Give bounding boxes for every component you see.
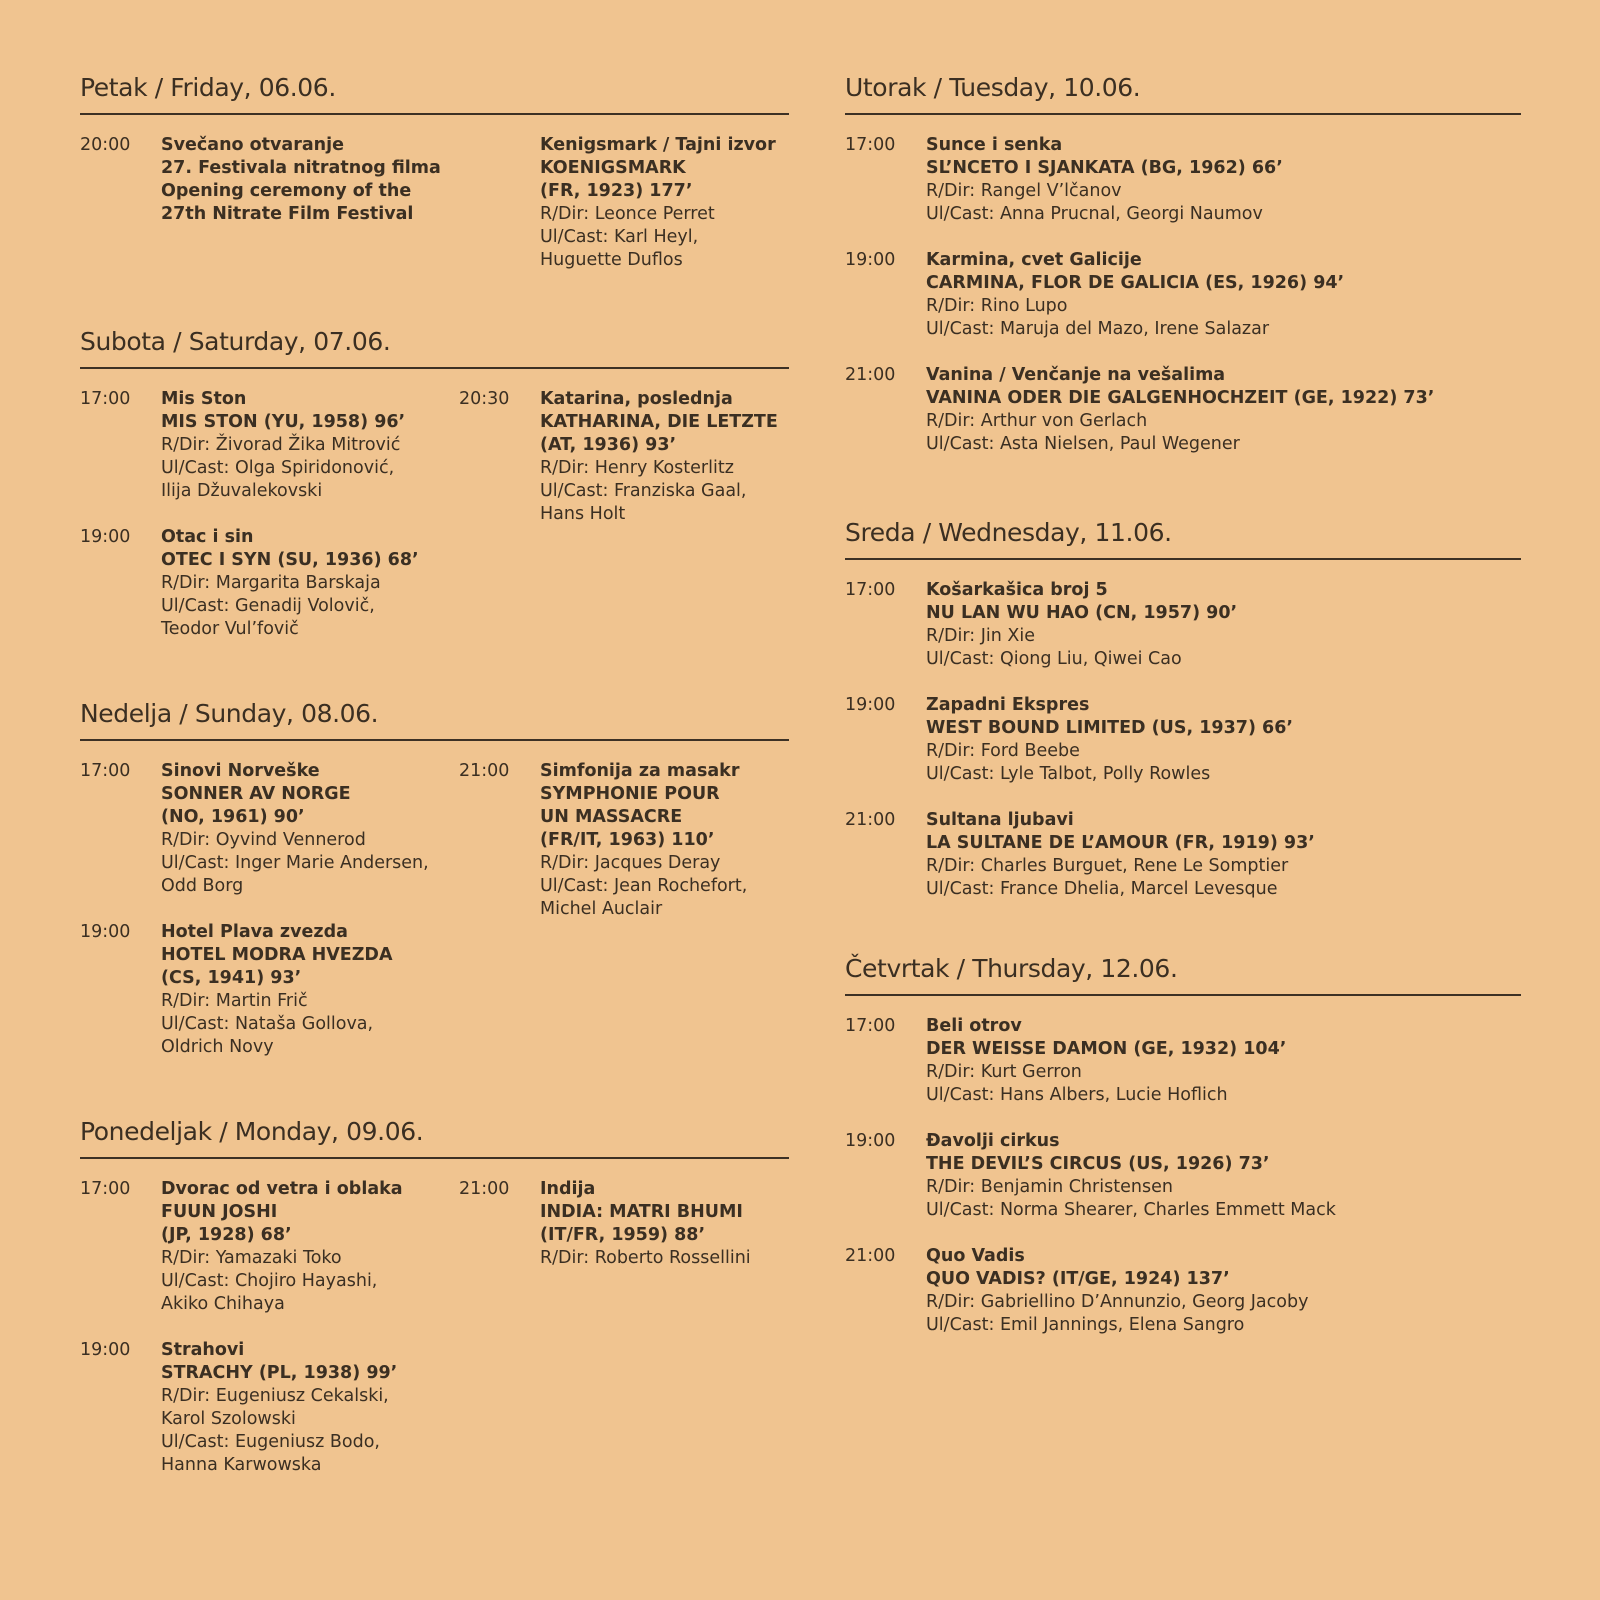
event-original-title: QUO VADIS? (IT/GE, 1924) 137’ — [926, 1269, 1230, 1289]
event-original-title: VANINA ODER DIE GALGENHOCHZEIT (GE, 1922) 73’ — [926, 388, 1435, 408]
event-director: R/Dir: Rangel V’lčanov — [926, 181, 1122, 201]
event-time: 17:00 — [845, 135, 896, 155]
day-title-monday: Ponedeljak / Monday, 09.06. — [80, 1117, 424, 1146]
event-director: R/Dir: Gabriellino D’Annunzio, Georg Jacoby — [926, 1292, 1309, 1312]
day-divider — [845, 558, 1521, 560]
day-title-saturday: Subota / Saturday, 07.06. — [80, 327, 391, 356]
event-local-title: Kenigsmark / Tajni izvor — [540, 135, 776, 155]
event-time: 21:00 — [845, 1246, 896, 1266]
day-divider — [80, 113, 789, 115]
event-director: R/Dir: Ford Beebe — [926, 741, 1080, 761]
event-cast: Ul/Cast: Genadij Volovič, — [161, 596, 375, 616]
event-subtitle: 27. Festivala nitratnog filma — [161, 158, 441, 178]
event-details — [926, 1245, 1308, 1337]
event-director: R/Dir: Jacques Deray — [540, 853, 721, 873]
event-details — [926, 1130, 1336, 1222]
event-original-title: HOTEL MODRA HVEZDA — [161, 945, 393, 965]
event-local-title: Otac i sin — [161, 527, 254, 547]
event-cast: Teodor Vul’fovič — [161, 619, 299, 639]
event-cast: Hans Holt — [540, 504, 626, 524]
event-director: R/Dir: Margarita Barskaja — [161, 573, 381, 593]
event-local-title: Quo Vadis — [926, 1246, 1025, 1266]
event-original-title: KOENIGSMARK — [540, 158, 686, 178]
event-time: 19:00 — [845, 1131, 896, 1151]
event-director: R/Dir: Henry Kosterlitz — [540, 458, 734, 478]
event-local-title: Svečano otvaranje — [161, 135, 345, 155]
event-original-title: SONNER AV NORGE — [161, 784, 351, 804]
event-cast: Ul/Cast: Hans Albers, Lucie Hoflich — [926, 1085, 1228, 1105]
day-title-wednesday: Sreda / Wednesday, 11.06. — [845, 518, 1172, 547]
event-original-title: OTEC I SYN (SU, 1936) 68’ — [161, 550, 419, 570]
event-local-title: Sultana ljubavi — [926, 810, 1074, 830]
event-director: R/Dir: Leonce Perret — [540, 204, 715, 224]
event-director: R/Dir: Arthur von Gerlach — [926, 411, 1148, 431]
event-details — [926, 364, 1434, 456]
day-title-sunday: Nedelja / Sunday, 08.06. — [80, 699, 379, 728]
event-year-runtime: (CS, 1941) 93’ — [161, 968, 302, 988]
event-cast: Hanna Karwowska — [161, 1455, 322, 1475]
event-original-title: SL’NCETO I SJANKATA (BG, 1962) 66’ — [926, 158, 1283, 178]
event-details — [926, 134, 1283, 226]
event-year-runtime: (IT/FR, 1959) 88’ — [540, 1225, 706, 1245]
event-original-title: MIS STON (YU, 1958) 96’ — [161, 412, 406, 432]
event-details — [926, 579, 1237, 671]
event-details — [540, 760, 747, 921]
day-wednesday — [845, 516, 1521, 560]
event-details — [161, 1178, 403, 1316]
event-original-title: DER WEISSE DAMON (GE, 1932) 104’ — [926, 1039, 1287, 1059]
event-details — [161, 921, 393, 1059]
event-cast: Huguette Duflos — [540, 250, 683, 270]
event-details — [540, 1178, 751, 1270]
event-cast: Ul/Cast: France Dhelia, Marcel Levesque — [926, 879, 1278, 899]
event-local-title: Katarina, poslednja — [540, 389, 733, 409]
event-local-title: Zapadni Ekspres — [926, 695, 1090, 715]
day-title-tuesday: Utorak / Tuesday, 10.06. — [845, 73, 1141, 102]
event-cast: Ilija Džuvalekovski — [161, 481, 323, 501]
event-local-title: Košarkašica broj 5 — [926, 580, 1108, 600]
event-original-title: LA SULTANE DE L’AMOUR (FR, 1919) 93’ — [926, 833, 1315, 853]
event-cast: Odd Borg — [161, 876, 244, 896]
day-divider — [845, 113, 1521, 115]
event-original-title: KATHARINA, DIE LETZTE — [540, 412, 778, 432]
event-year-runtime: (JP, 1928) 68’ — [161, 1225, 292, 1245]
event-local-title: Beli otrov — [926, 1016, 1022, 1036]
event-details — [540, 388, 778, 526]
day-friday — [80, 71, 789, 115]
event-original-title: THE DEVIL’S CIRCUS (US, 1926) 73’ — [926, 1154, 1270, 1174]
event-cast: Ul/Cast: Norma Shearer, Charles Emmett Mack — [926, 1200, 1336, 1220]
event-cast: Ul/Cast: Lyle Talbot, Polly Rowles — [926, 764, 1211, 784]
event-director: R/Dir: Živorad Žika Mitrović — [161, 435, 401, 455]
event-subtitle: Opening ceremony of the — [161, 181, 412, 201]
event-time: 21:00 — [459, 1179, 510, 1199]
event-time: 19:00 — [845, 250, 896, 270]
day-thursday — [845, 952, 1521, 996]
event-original-title: FUUN JOSHI — [161, 1202, 278, 1222]
event-time: 21:00 — [459, 761, 510, 781]
event-details — [540, 134, 776, 272]
event-details — [926, 249, 1344, 341]
event-local-title: Simfonija za masakr — [540, 761, 740, 781]
event-time: 17:00 — [80, 1179, 131, 1199]
event-cast: Ul/Cast: Maruja del Mazo, Irene Salazar — [926, 319, 1270, 339]
event-details — [926, 809, 1315, 901]
event-director: R/Dir: Benjamin Christensen — [926, 1177, 1173, 1197]
day-tuesday — [845, 71, 1521, 115]
event-original-title: STRACHY (PL, 1938) 99’ — [161, 1363, 398, 1383]
event-year-runtime: (AT, 1936) 93’ — [540, 435, 677, 455]
event-details — [926, 694, 1293, 786]
event-cast: Ul/Cast: Karl Heyl, — [540, 227, 699, 247]
event-local-title: Hotel Plava zvezda — [161, 922, 348, 942]
event-cast: Ul/Cast: Eugeniusz Bodo, — [161, 1432, 380, 1452]
day-title-friday: Petak / Friday, 06.06. — [80, 73, 336, 102]
event-cast: Oldrich Novy — [161, 1037, 274, 1057]
event-director: R/Dir: Eugeniusz Cekalski, — [161, 1386, 389, 1406]
event-local-title: Strahovi — [161, 1340, 245, 1360]
event-local-title: Karmina, cvet Galicije — [926, 250, 1142, 270]
event-local-title: Mis Ston — [161, 389, 247, 409]
event-cast: Michel Auclair — [540, 899, 663, 919]
event-cast: Ul/Cast: Chojiro Hayashi, — [161, 1271, 378, 1291]
event-cast: Ul/Cast: Nataša Gollova, — [161, 1014, 374, 1034]
day-divider — [845, 994, 1521, 996]
event-time: 19:00 — [845, 695, 896, 715]
day-divider — [80, 739, 789, 741]
event-original-title: SYMPHONIE POUR — [540, 784, 720, 804]
event-original-title: CARMINA, FLOR DE GALICIA (ES, 1926) 94’ — [926, 273, 1345, 293]
event-year-runtime: (FR, 1923) 177’ — [540, 181, 693, 201]
event-time: 19:00 — [80, 1340, 131, 1360]
event-cast: Ul/Cast: Inger Marie Andersen, — [161, 853, 429, 873]
event-details — [161, 760, 429, 898]
event-cast: Ul/Cast: Asta Nielsen, Paul Wegener — [926, 434, 1240, 454]
event-local-title: Sunce i senka — [926, 135, 1063, 155]
event-details — [161, 134, 441, 226]
event-cast: Akiko Chihaya — [161, 1294, 285, 1314]
day-monday — [80, 1115, 789, 1159]
day-sunday — [80, 697, 789, 741]
event-year-runtime: (FR/IT, 1963) 110’ — [540, 830, 715, 850]
event-director: R/Dir: Martin Frič — [161, 991, 308, 1011]
event-details — [161, 388, 405, 503]
event-director: Karol Szolowski — [161, 1409, 296, 1429]
event-time: 17:00 — [845, 580, 896, 600]
event-original-title: WEST BOUND LIMITED (US, 1937) 66’ — [926, 718, 1294, 738]
day-saturday — [80, 325, 789, 369]
event-time: 20:30 — [459, 389, 510, 409]
event-director: R/Dir: Jin Xie — [926, 626, 1036, 646]
day-divider — [80, 1157, 789, 1159]
event-original-title: UN MASSACRE — [540, 807, 683, 827]
event-local-title: Dvorac od vetra i oblaka — [161, 1179, 403, 1199]
event-details — [161, 1339, 397, 1477]
event-cast: Ul/Cast: Emil Jannings, Elena Sangro — [926, 1315, 1245, 1335]
event-time: 17:00 — [80, 389, 131, 409]
event-local-title: Vanina / Venčanje na vešalima — [926, 365, 1226, 385]
event-cast: Ul/Cast: Franziska Gaal, — [540, 481, 747, 501]
event-director: R/Dir: Kurt Gerron — [926, 1062, 1082, 1082]
event-cast: Ul/Cast: Jean Rochefort, — [540, 876, 748, 896]
event-local-title: Đavolji cirkus — [926, 1131, 1060, 1151]
event-time: 17:00 — [845, 1016, 896, 1036]
event-subtitle: 27th Nitrate Film Festival — [161, 204, 414, 224]
event-time: 17:00 — [80, 761, 131, 781]
event-director: R/Dir: Yamazaki Toko — [161, 1248, 342, 1268]
event-cast: Ul/Cast: Qiong Liu, Qiwei Cao — [926, 649, 1182, 669]
event-director: R/Dir: Roberto Rossellini — [540, 1248, 751, 1268]
event-details — [926, 1015, 1286, 1107]
event-local-title: Sinovi Norveške — [161, 761, 320, 781]
event-cast: Ul/Cast: Anna Prucnal, Georgi Naumov — [926, 204, 1263, 224]
day-divider — [80, 367, 789, 369]
event-time: 21:00 — [845, 365, 896, 385]
event-cast: Ul/Cast: Olga Spiridonović, — [161, 458, 395, 478]
event-time: 19:00 — [80, 527, 131, 547]
event-time: 21:00 — [845, 810, 896, 830]
event-year-runtime: (NO, 1961) 90’ — [161, 807, 305, 827]
event-director: R/Dir: Oyvind Vennerod — [161, 830, 366, 850]
day-title-thursday: Četvrtak / Thursday, 12.06. — [845, 954, 1178, 983]
event-director: R/Dir: Charles Burguet, Rene Le Somptier — [926, 856, 1289, 876]
event-original-title: INDIA: MATRI BHUMI — [540, 1202, 743, 1222]
event-local-title: Indija — [540, 1179, 596, 1199]
event-time: 20:00 — [80, 135, 131, 155]
event-original-title: NU LAN WU HAO (CN, 1957) 90’ — [926, 603, 1238, 623]
event-details — [161, 526, 419, 641]
event-director: R/Dir: Rino Lupo — [926, 296, 1068, 316]
event-time: 19:00 — [80, 922, 131, 942]
